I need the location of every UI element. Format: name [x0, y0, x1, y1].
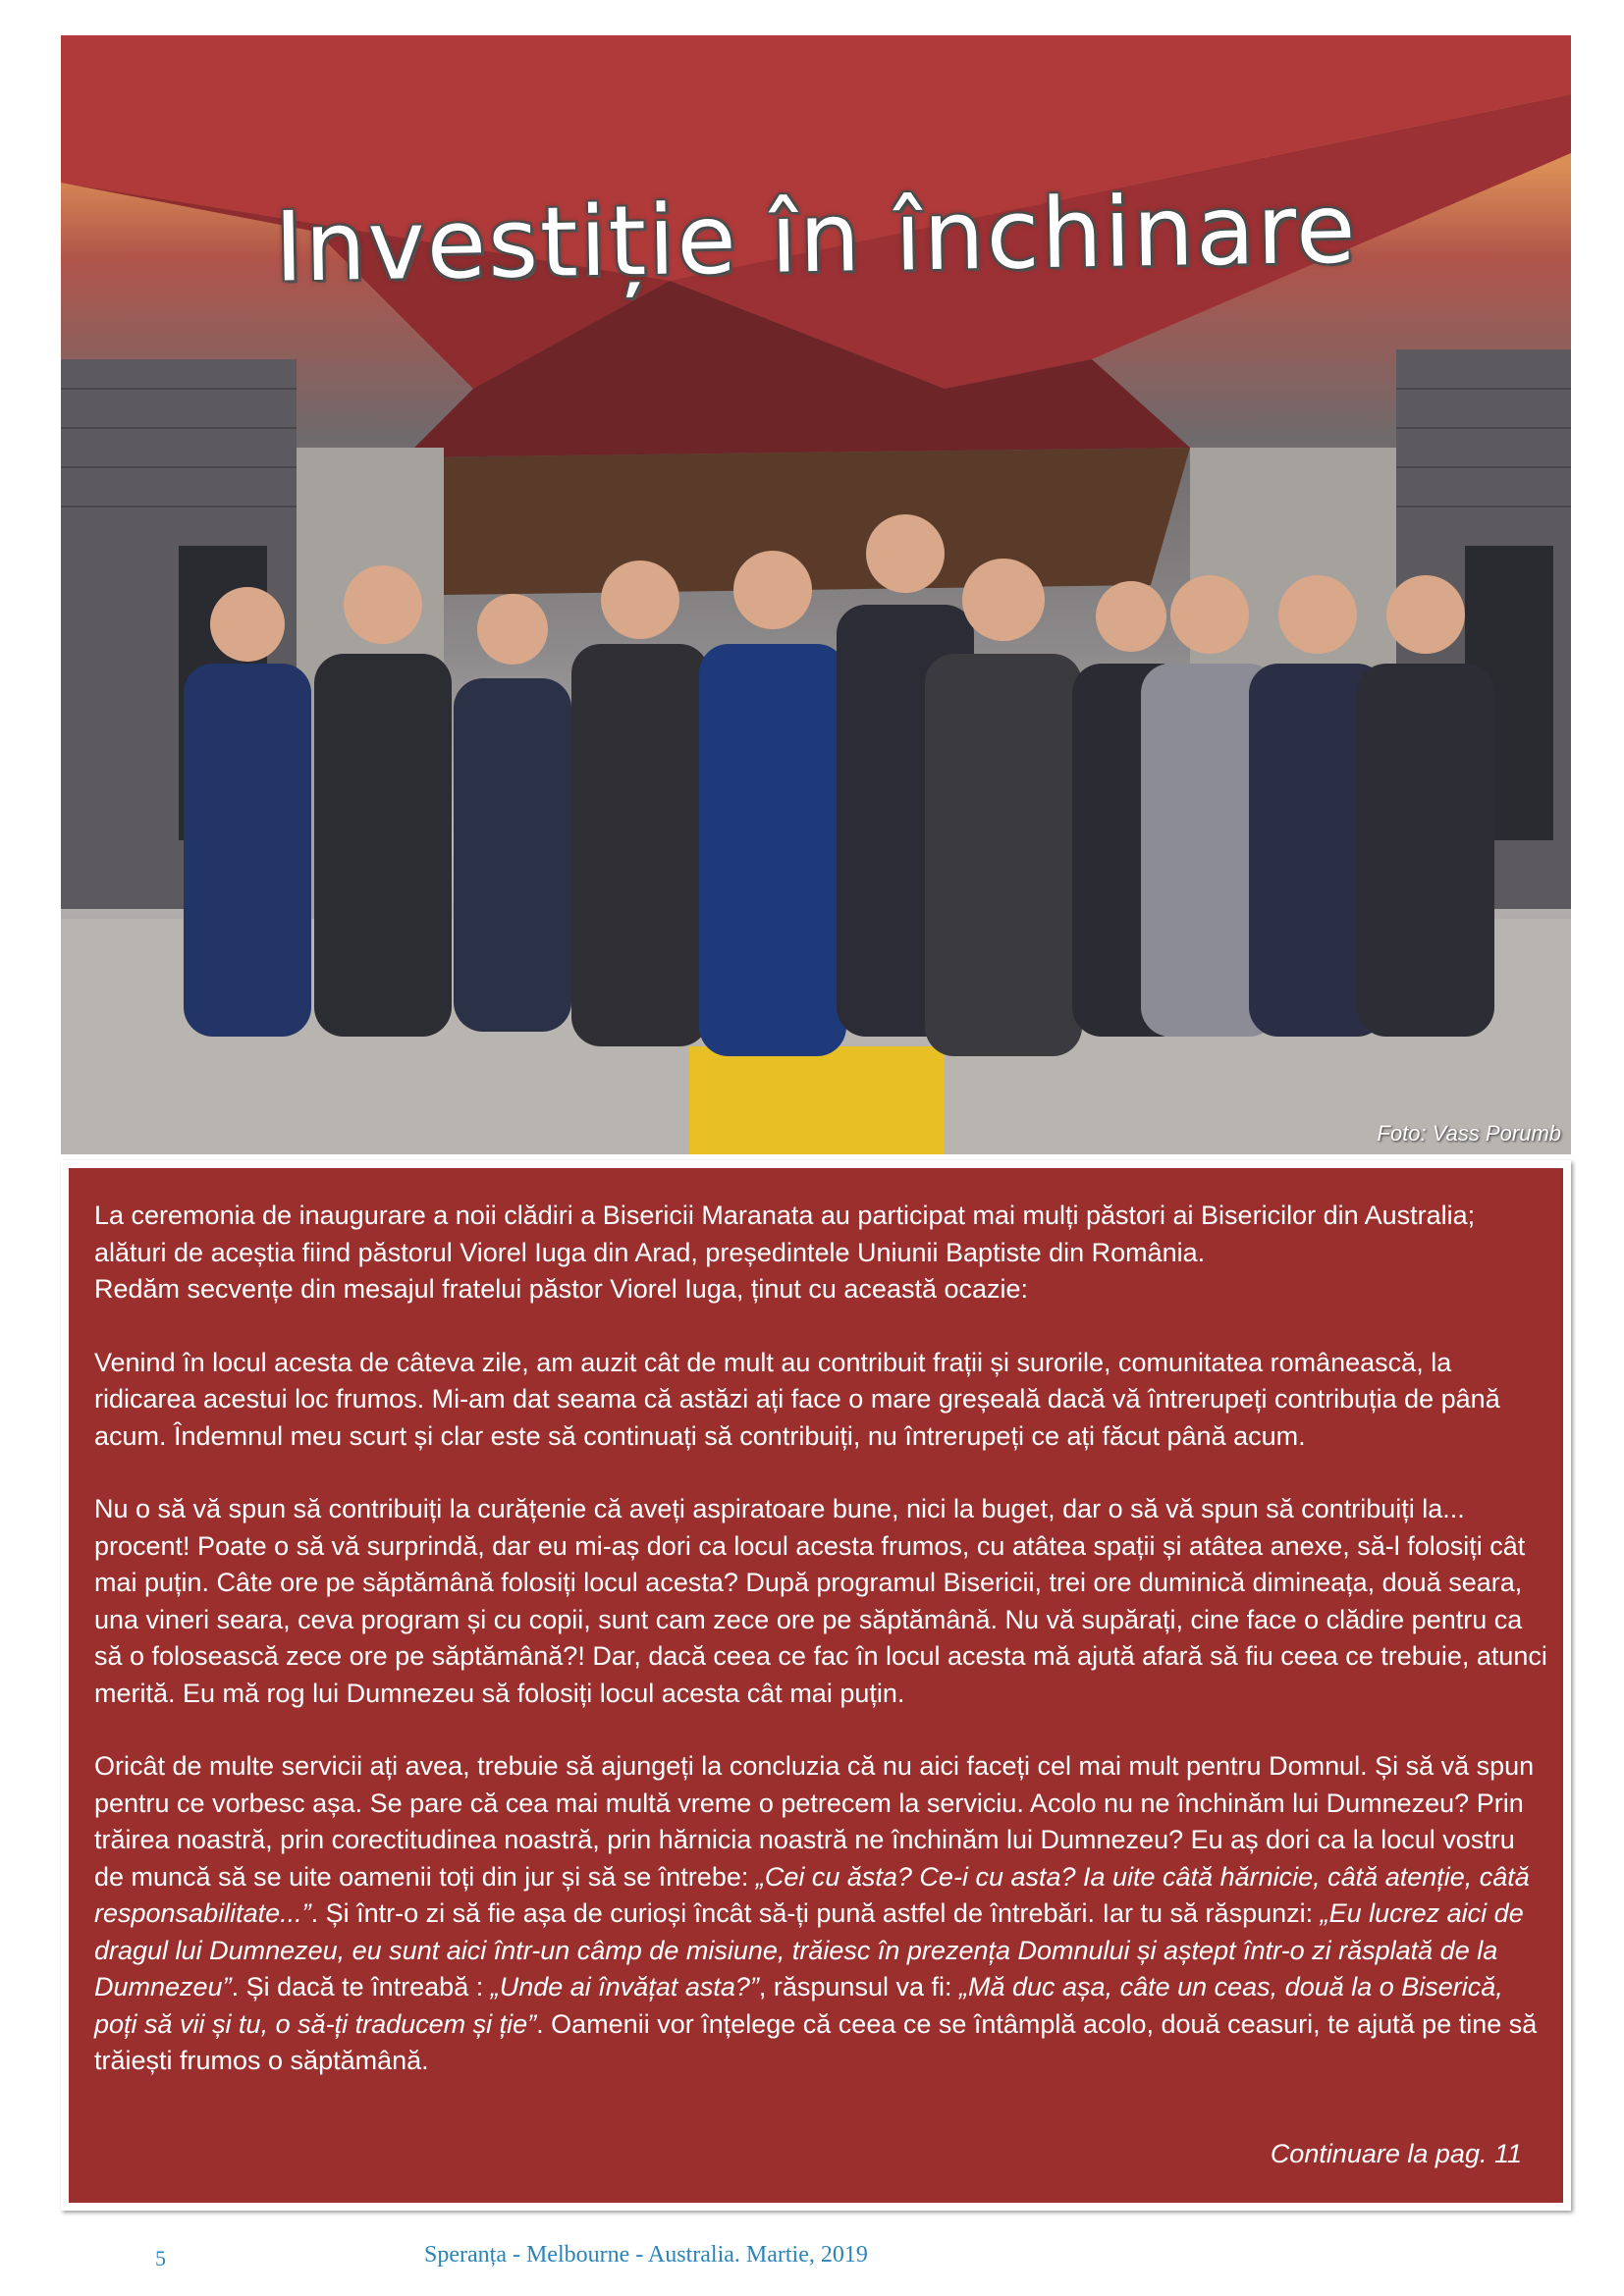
- text-segment: . Și dacă te întreabă :: [231, 1972, 491, 2002]
- group-photo: [61, 35, 1571, 1154]
- text-segment: . Oamenii vor înțelege că ceea ce se întâmplă acolo, două ceasuri, te ajută pe tine să trăiești frumos o săptămână.: [94, 2008, 1538, 2075]
- quote: „Unde ai învățat asta?”: [490, 1972, 759, 2002]
- body-paragraph-3: [94, 1748, 1547, 2080]
- photo-credit: Foto: Vass Porumb: [1377, 1121, 1561, 1146]
- quote: „Cei cu ăsta? Ce-i cu asta? Ia uite câtă hărnicie, câtă atenție, câtă responsabilitate...”: [94, 1861, 1530, 1928]
- intro-paragraph: La ceremonia de inaugurare a noii clădiri a Bisericii Maranata au participat mai mulți păstori ai Bisericilor din Australia; alături de aceștia fiind păstorul Viorel Iuga din Arad, președintele Uniunii Baptiste din România.: [94, 1201, 1476, 1267]
- body-paragraph-2: Nu o să vă spun să contribuiți la curățenie că aveți aspiratoare bune, nici la buget, dar o să vă spun să contribuiți la... procent! Poate o să vă surprindă, dar eu mi-aș dori ca locul acesta frumos, cu atâtea spații și atâtea anexe, să-l folosiți cât mai puțin. Câte ore pe săptămână folosiți locul acesta? După programul Bisericii, trei ore duminică dimineața, două seara, una vineri seara, ceva program și cu copii, sunt cam zece ore pe săptămână. Nu vă supărați, cine face o clădire pentru ca să o folosească zece ore pe săptămână?! Dar, dacă ceea ce fac în locul acesta mă ajută afară să fiu ceea ce trebuie, atunci merită. Eu mă rog lui Dumnezeu să folosiți locul acesta cât mai puțin.: [94, 1494, 1547, 1708]
- continued-link: Continuare la pag. 11: [1270, 2139, 1522, 2168]
- quote: „Eu lucrez aici de dragul lui Dumnezeu, eu sunt aici într-un câmp de misiune, trăiesc în prezența Domnului și aștept într-o zi răsplată de la Dumnezeu”: [94, 1898, 1524, 2002]
- article-body: [94, 1198, 1547, 2116]
- text-segment: . Și într-o zi să fie așa de curioși încât să-ți pună astfel de întrebări. Iar tu să răspunzi:: [310, 1898, 1321, 1928]
- page-number: 5: [155, 2246, 166, 2270]
- publication-footer: Speranța - Melbourne - Australia. Martie, 2019: [424, 2242, 868, 2268]
- text-segment: Oricât de multe servicii ați avea, trebuie să ajungeți la concluzia că nu aici faceți cel mai mult pentru Domnul. Și să vă spun pentru ce vorbesc așa. Se pare că cea mai multă vreme o petrecem la serviciu. Acolo nu ne închinăm lui Dumnezeu? Prin trăirea noastră, prin corectitudinea noastră, prin hărnicia noastră ne închinăm lui Dumnezeu? Eu aș dori ca la locul vostru de muncă să se uite oamenii toți din jur și să se întrebe:: [94, 1751, 1535, 1892]
- article-panel: [61, 1160, 1571, 2211]
- intro-paragraph-2: Redăm secvențe din mesajul fratelui păstor Viorel Iuga, ținut cu această ocazie:: [94, 1274, 1029, 1304]
- quote: „Mă duc așa, câte un ceas, două la o Biserică, poți să vii și tu, o să-ți traducem și ție”: [94, 1972, 1503, 2039]
- article-panel-background: [69, 1168, 1563, 2203]
- body-paragraph-1: Venind în locul acesta de câteva zile, am auzit cât de mult au contribuit frații și surorile, comunitatea românească, la ridicarea acestui loc frumos. Mi-am dat seama că astăzi ați face o mare greșeală dacă vă întrerupeți contribuția de până acum. Îndemnul meu scurt și clar este să continuați să contribuiți, nu întrerupeți ce ați făcut până acum.: [94, 1347, 1500, 1451]
- text-segment: , răspunsul va fi:: [758, 1972, 959, 2002]
- headline: Investiție în închinare: [273, 173, 1359, 304]
